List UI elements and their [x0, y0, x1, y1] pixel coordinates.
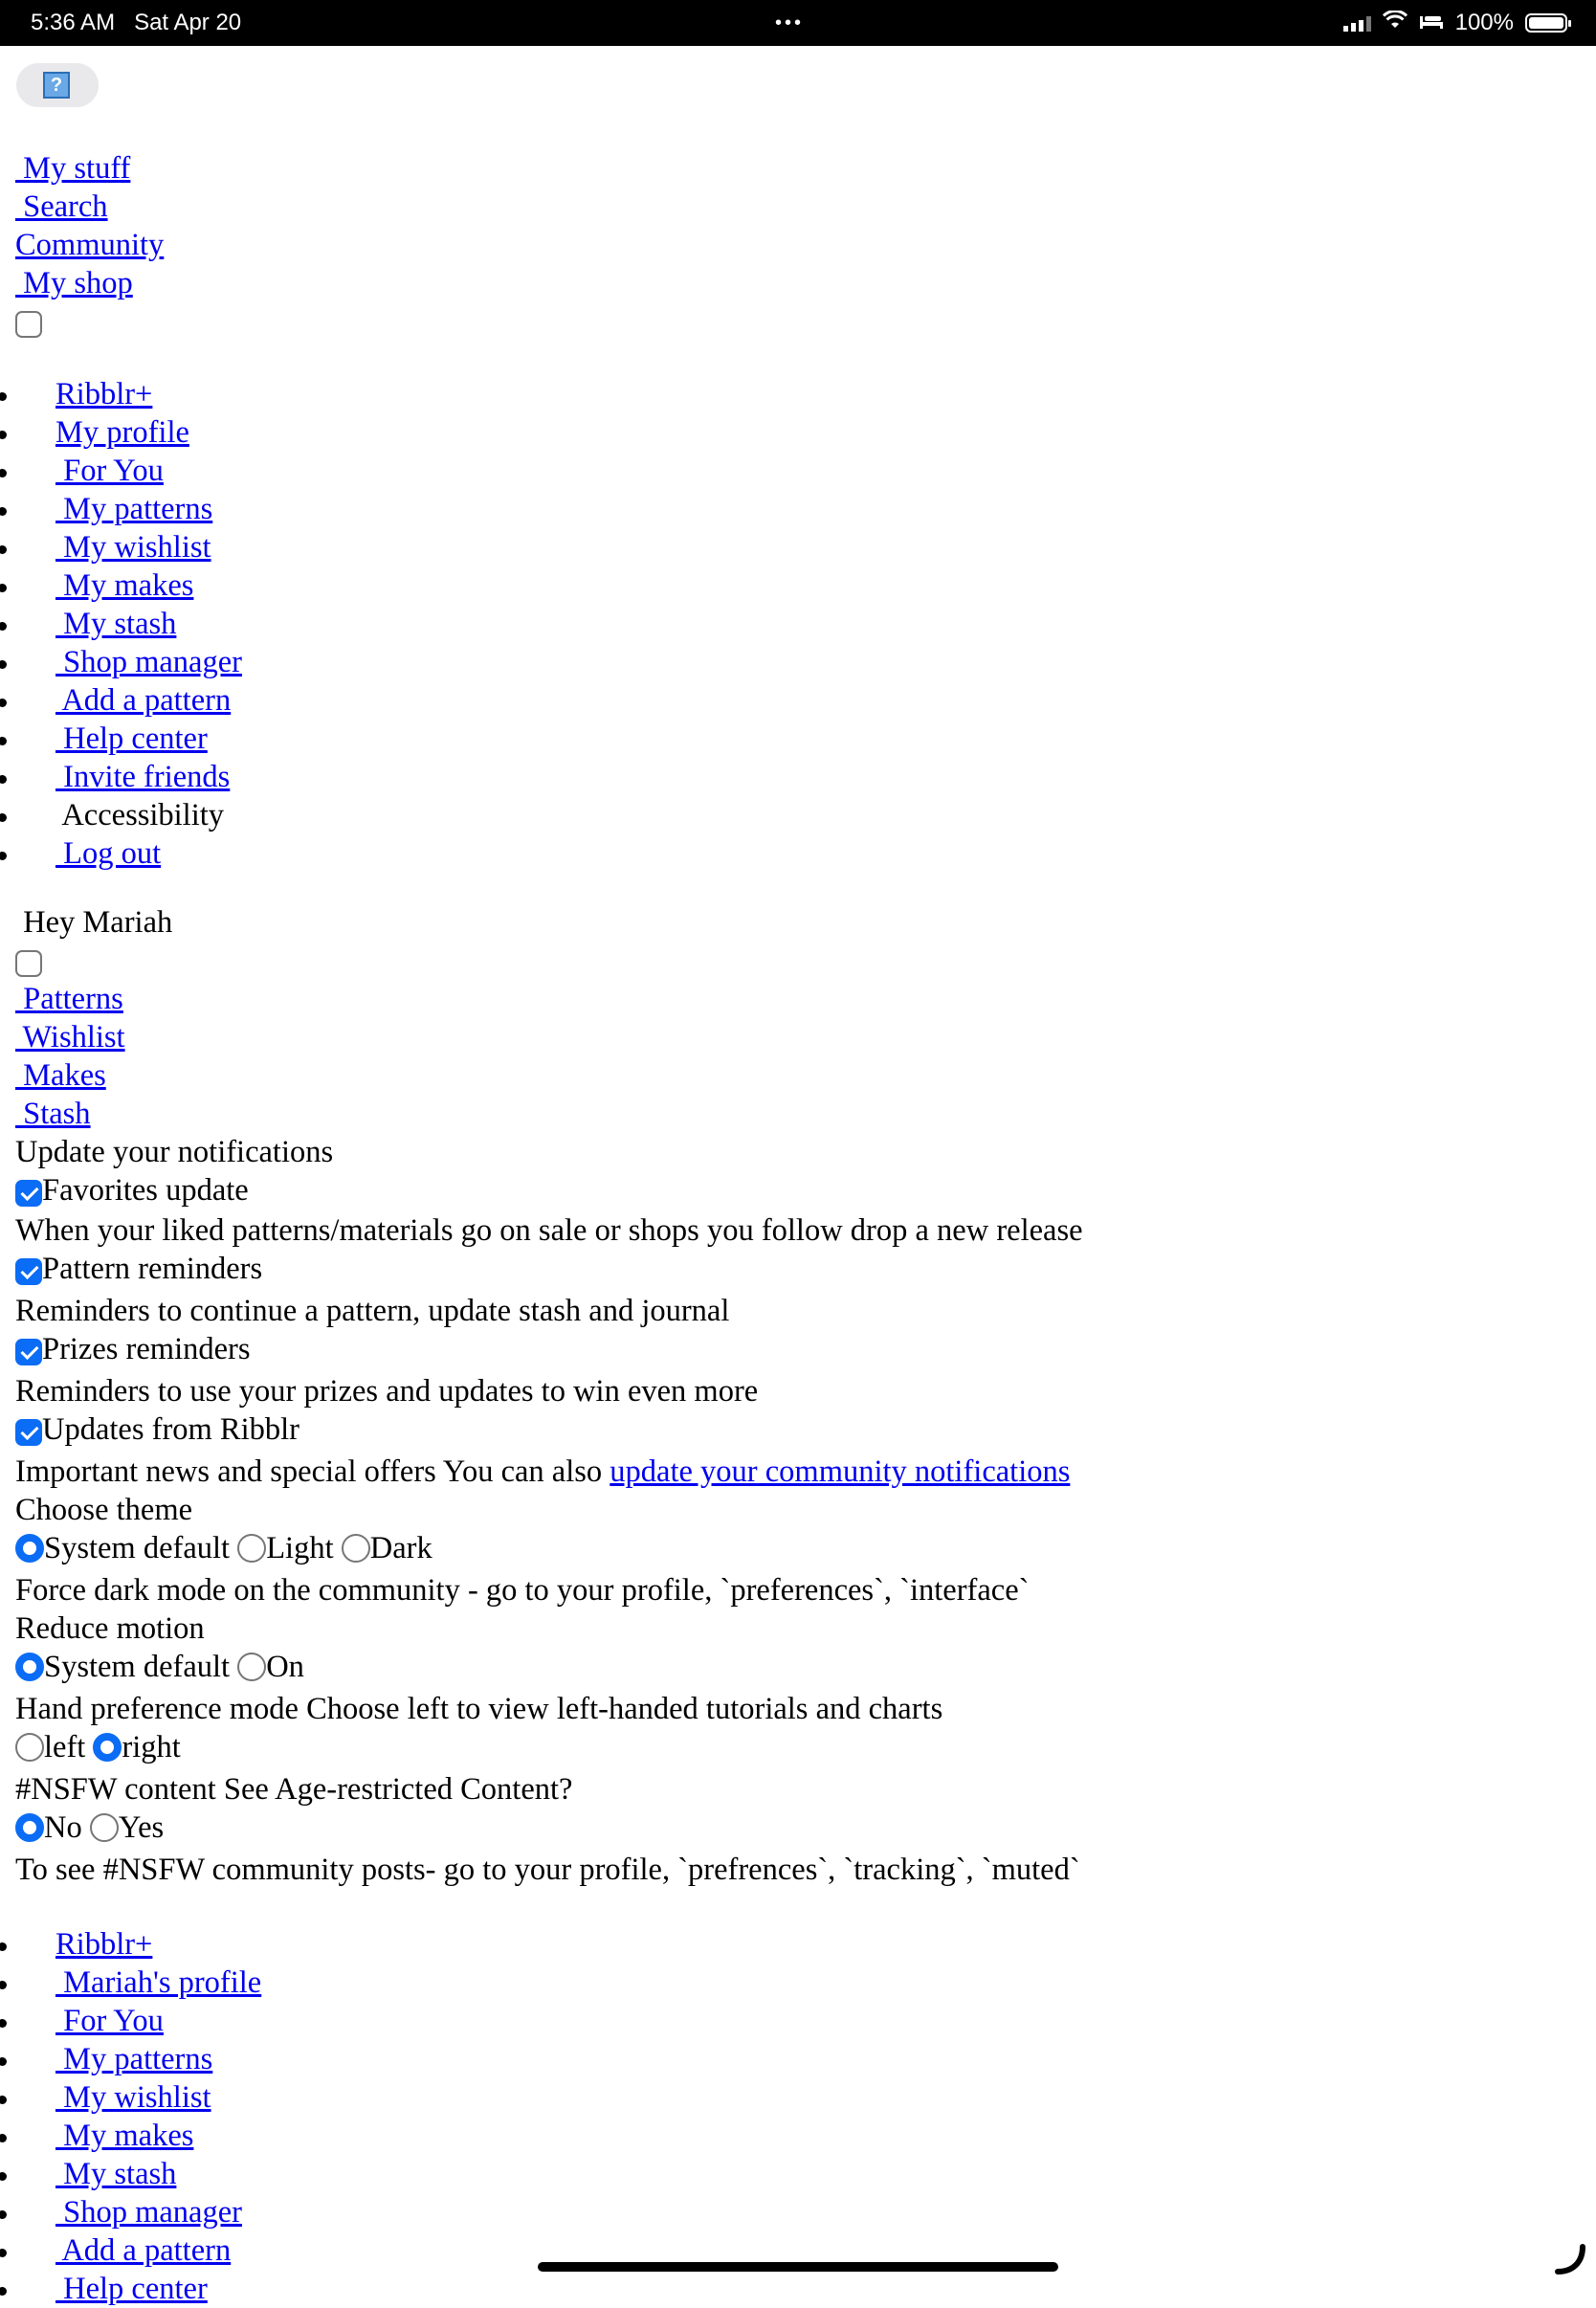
theme-note: Force dark mode on the community - go to your profile, `preferences`, `interface`: [15, 1573, 1030, 1608]
battery-percent: 100%: [1454, 10, 1514, 35]
help-button[interactable]: [16, 63, 99, 107]
menu2-item-my-makes[interactable]: My makes: [55, 2117, 261, 2155]
multitasking-dots-icon[interactable]: •••: [775, 12, 805, 33]
cellular-signal-icon: [1343, 14, 1371, 32]
menu-item-ribblr-plus[interactable]: Ribblr+: [55, 375, 242, 413]
hand-heading: Hand preference mode Choose left to view left-handed tutorials and charts: [15, 1692, 943, 1726]
notifications-heading: Update your notifications: [15, 1135, 334, 1169]
menu-item-help-center[interactable]: Help center: [55, 720, 242, 758]
nav-my-shop-link[interactable]: My shop: [15, 266, 133, 300]
notif-favorites[interactable]: [15, 1171, 1083, 1211]
favorites-checkbox[interactable]: [15, 1180, 42, 1207]
menu2-item-for-you[interactable]: For You: [55, 2002, 261, 2040]
motion-options: System default On: [15, 1648, 1083, 1690]
menu-item-my-stash[interactable]: My stash: [55, 605, 242, 643]
menu-item-invite-friends[interactable]: Invite friends: [55, 758, 242, 796]
nsfw-note: To see #NSFW community posts- go to your profile, `prefrences`, `tracking`, `muted`: [15, 1853, 1080, 1887]
settings-content: [15, 903, 1083, 1889]
menu-item-accessibility[interactable]: Accessibility: [55, 796, 242, 834]
pattern-reminders-checkbox[interactable]: [15, 1258, 42, 1285]
hand-left-radio[interactable]: [15, 1733, 44, 1762]
menu2-item-shop-manager[interactable]: Shop manager: [55, 2193, 261, 2231]
hand-options: left right: [15, 1728, 1083, 1770]
question-icon: ?: [43, 72, 70, 99]
greeting-toggle-checkbox[interactable]: [15, 950, 42, 977]
notif-prizes-reminders[interactable]: [15, 1330, 1083, 1372]
favorites-desc: When your liked patterns/materials go on sale or shops you follow drop a new release: [15, 1213, 1083, 1248]
nsfw-heading: #NSFW content See Age-restricted Content?: [15, 1772, 573, 1807]
updates-ribblr-checkbox[interactable]: [15, 1419, 42, 1446]
updates-ribblr-label: Updates from Ribblr: [42, 1412, 299, 1447]
greeting: Hey Mariah: [15, 905, 173, 940]
menu-item-my-patterns[interactable]: My patterns: [55, 490, 242, 528]
menu-item-my-profile[interactable]: My profile: [55, 413, 242, 452]
theme-dark-radio[interactable]: [342, 1534, 370, 1563]
theme-system-radio[interactable]: [15, 1534, 44, 1563]
account-menu: [55, 375, 242, 873]
menu2-item-add-pattern[interactable]: Add a pattern: [55, 2231, 261, 2270]
subnav-wishlist-link[interactable]: Wishlist: [15, 1020, 125, 1054]
prizes-reminders-label: Prizes reminders: [42, 1332, 251, 1366]
menu-item-add-pattern[interactable]: Add a pattern: [55, 681, 242, 720]
motion-on-radio[interactable]: [237, 1653, 266, 1681]
status-bar: [0, 0, 1596, 46]
theme-options: System default Light Dark: [15, 1529, 1083, 1571]
theme-heading: Choose theme: [15, 1493, 193, 1527]
resize-corner-icon[interactable]: [1554, 2243, 1586, 2284]
menu-item-shop-manager[interactable]: Shop manager: [55, 645, 242, 679]
nsfw-options: No Yes: [15, 1809, 1083, 1851]
favorites-label: Favorites update: [42, 1173, 249, 1208]
nav-search-link[interactable]: Search: [15, 189, 108, 224]
status-time: 5:36 AM Sat Apr 20: [31, 10, 242, 35]
menu2-item-my-wishlist[interactable]: My wishlist: [55, 2078, 261, 2117]
nav-my-stuff-link[interactable]: My stuff: [15, 151, 131, 186]
prizes-reminders-desc: Reminders to use your prizes and updates to win even more: [15, 1374, 759, 1409]
subnav-stash-link[interactable]: Stash: [15, 1097, 91, 1131]
menu2-item-profile[interactable]: Mariah's profile: [55, 1965, 262, 2000]
menu2-item-ribblr-plus[interactable]: Ribblr+: [55, 1925, 261, 1964]
theme-light-radio[interactable]: [237, 1534, 266, 1563]
menu-item-my-makes[interactable]: My makes: [55, 566, 242, 605]
battery-icon: [1525, 13, 1567, 33]
nav-community-link[interactable]: Community: [15, 228, 165, 262]
menu-item-my-wishlist[interactable]: My wishlist: [55, 528, 242, 566]
hand-right-radio[interactable]: [93, 1733, 122, 1762]
pattern-reminders-desc: Reminders to continue a pattern, update stash and journal: [15, 1294, 730, 1328]
nsfw-no-radio[interactable]: [15, 1813, 44, 1842]
nsfw-yes-radio[interactable]: [90, 1813, 119, 1842]
account-menu-bottom: [55, 1925, 261, 2308]
wifi-icon: [1383, 0, 1408, 46]
menu-item-log-out[interactable]: Log out: [55, 834, 242, 873]
sleep-bed-icon: [1419, 0, 1444, 46]
motion-system-radio[interactable]: [15, 1653, 44, 1681]
updates-ribblr-desc: Important news and special offers You can also update your community notifications: [15, 1454, 1071, 1489]
status-indicators: [1343, 0, 1567, 46]
menu2-item-help-center[interactable]: Help center: [55, 2270, 261, 2308]
menu2-item-my-patterns[interactable]: My patterns: [55, 2040, 261, 2078]
pattern-reminders-label: Pattern reminders: [42, 1252, 263, 1286]
top-nav: [15, 149, 164, 341]
notif-pattern-reminders[interactable]: [15, 1250, 1083, 1292]
motion-heading: Reduce motion: [15, 1611, 205, 1646]
subnav-patterns-link[interactable]: Patterns: [15, 982, 123, 1016]
menu-item-for-you[interactable]: For You: [55, 452, 242, 490]
community-notifications-link[interactable]: update your community notifications: [610, 1454, 1071, 1489]
home-indicator[interactable]: [538, 2262, 1058, 2272]
subnav-makes-link[interactable]: Makes: [15, 1058, 106, 1093]
prizes-reminders-checkbox[interactable]: [15, 1339, 42, 1365]
notif-updates-from-ribblr[interactable]: [15, 1410, 1083, 1453]
menu-toggle-checkbox[interactable]: [15, 311, 42, 338]
menu2-item-my-stash[interactable]: My stash: [55, 2155, 261, 2193]
